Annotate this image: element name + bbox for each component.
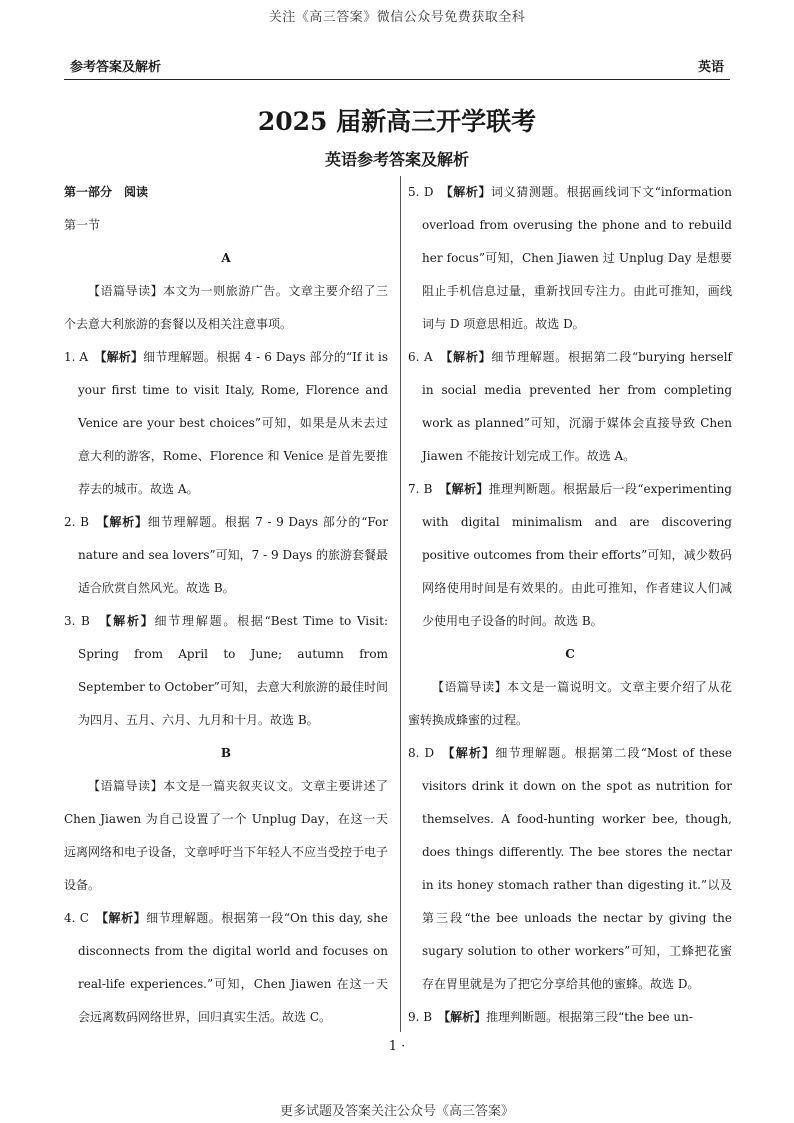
guide-text: 本文是一篇夹叙夹议文。文章主要讲述了 Chen Jiawen 为自己设置了一个 Unplug Day，在这一天远离网络和电子设备，文章呼吁当下年轻人不应当受控于电子设备。 (64, 779, 389, 892)
answer-text: 细节理解题。根据第二段“burying herself in social media prevented her from completing work as planned”可知，沉溺于媒体会直接导致 Chen Jiawen 不能按计划完成工作。故选 A。 (422, 350, 732, 463)
answer-number: 8. D (408, 746, 449, 760)
passage-guide-c (408, 671, 732, 737)
answer-item-9 (408, 1001, 732, 1034)
analysis-tag: 【解析】 (446, 350, 492, 364)
analysis-tag: 【解析】 (102, 911, 147, 925)
answer-number: 1. A (64, 350, 101, 364)
answer-item-1 (64, 341, 388, 506)
column-divider (400, 176, 401, 1032)
passage-guide-b (64, 770, 388, 902)
page-number: 1 · (388, 1039, 406, 1054)
guide-tag: 【语篇导读】 (88, 284, 164, 298)
answer-text: 细节理解题。根据第一段“On this day, she disconnects from the digital world and focuses on real-life experiences.”可知，Chen Jiawen 在这一天会远离数码网络世界，回归真实生活。故选 C。 (78, 911, 388, 1024)
answer-number: 9. B (408, 1010, 445, 1024)
passage-letter-c: C (565, 647, 575, 661)
guide-text: 本文为一则旅游广告。文章主要介绍了三个去意大利旅游的套餐以及相关注意事项。 (64, 284, 388, 331)
analysis-tag: 【解析】 (100, 350, 144, 364)
answer-text: 细节理解题。根据第二段“Most of these visitors drink it down on the spot as nutrition for themselves. A food-hunting worker bee, though, does things differently. The bee stores the nectar in its honey stomach rather than digesting it.”以及第三段“the bee unloads the nectar by giving the sugary solution to other workers”可知，工蜂把花蜜存在胃里就是为了把它分享给其他的蜜蜂。故选 D。 (422, 746, 732, 991)
passage-letter-a: A (221, 251, 231, 265)
left-column (64, 176, 388, 1034)
answer-number: 5. D (408, 185, 447, 199)
guide-tag: 【语篇导读】 (432, 680, 508, 694)
answer-number: 2. B (64, 515, 103, 529)
analysis-tag: 【解析】 (448, 746, 496, 760)
part-heading: 第一部分 阅读 (64, 185, 149, 199)
answer-item-2 (64, 506, 388, 605)
watermark-bottom: 更多试题及答案关注公众号《高三答案》 (279, 1104, 514, 1119)
watermark-top: 关注《高三答案》微信公众号免费获取全科 (268, 10, 526, 25)
header-left-label: 参考答案及解析 (70, 60, 162, 75)
answer-item-7 (408, 473, 732, 638)
analysis-tag: 【解析】 (102, 515, 148, 529)
header-subject-label: 英语 (697, 60, 724, 75)
header-divider (64, 79, 730, 80)
answer-item-6 (408, 341, 732, 473)
answer-item-3 (64, 605, 388, 737)
guide-tag: 【语篇导读】 (88, 779, 164, 793)
answer-number: 3. B (64, 614, 106, 628)
answer-number: 4. C (64, 911, 103, 925)
answer-text: 推理判断题。根据最后一段“experimenting with digital minimalism and are discovering positive outcomes from their efforts”可知，减少数码网络使用时间是有效果的。由此可推知，作者建议人们减少使用电子设备的时间。故选 B。 (422, 482, 732, 628)
section-heading: 第一节 (64, 218, 101, 232)
right-column (408, 176, 732, 1034)
answer-item-4 (64, 902, 388, 1034)
answer-text: 细节理解题。根据 7 - 9 Days 部分的“For nature and sea lovers”可知，7 - 9 Days 的旅游套餐最适合欣赏自然风光。故选 B。 (78, 515, 388, 595)
answer-number: 6. A (408, 350, 447, 364)
answer-text: 推理判断题。根据第三段“the bee un- (486, 1010, 693, 1024)
answer-text: 词义猜测题。根据画线词下文“information overload from overusing the phone and to rebuild her focus”可知，Chen Jiawen 过 Unplug Day 是想要阻止手机信息过量，重新找回专注力。由此可推知，画线词与 D 项意思相近。故选 D。 (422, 185, 732, 331)
analysis-tag: 【解析】 (445, 482, 489, 496)
answer-item-8 (408, 737, 732, 1001)
passage-letter-b: B (220, 746, 232, 760)
answer-text: 细节理解题。根据 4 - 6 Days 部分的“If it is your first time to visit Italy, Rome, Florence and Venice are your best choices”可知，如果是从未去过意大利的游客，Rome、Florence 和 Venice 是首先要推荐去的城市。故选 A。 (78, 350, 388, 496)
analysis-tag: 【解析】 (444, 1010, 487, 1024)
answer-number: 7. B (408, 482, 446, 496)
page-subtitle: 英语参考答案及解析 (324, 150, 469, 169)
answer-item-5 (408, 176, 732, 341)
answer-text: 细节理解题。根据“Best Time to Visit: Spring from April to June; autumn from September to October”可知，去意大利旅游的最佳时间为四月、五月、六月、九月和十月。故选 B。 (78, 614, 388, 727)
analysis-tag: 【解析】 (446, 185, 492, 199)
guide-text: 本文是一篇说明文。文章主要介绍了从花蜜转换成蜂蜜的过程。 (408, 680, 732, 727)
page-title: 2025 届新高三开学联考 (257, 107, 537, 136)
analysis-tag: 【解析】 (105, 614, 155, 628)
passage-guide-a (64, 275, 388, 341)
